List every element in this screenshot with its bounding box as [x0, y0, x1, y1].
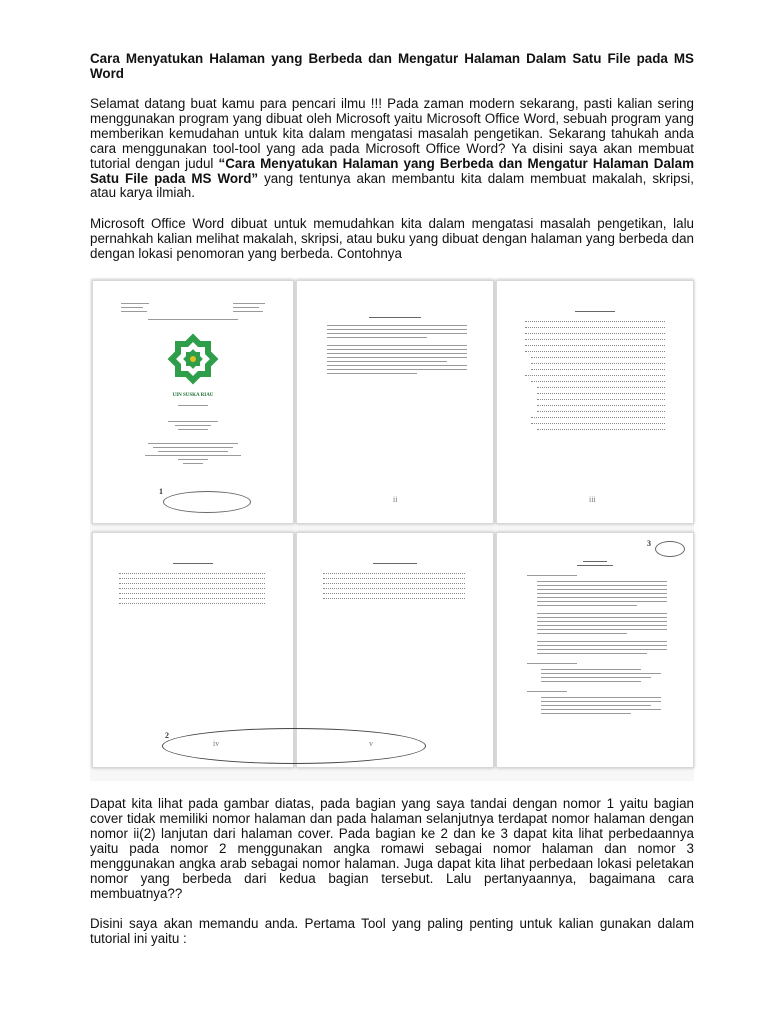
intro-bold-title: “Cara Menyatukan Halaman yang Berbeda dan Mengatur Halaman Dalam Satu File pada MS Word” [90, 155, 695, 186]
second-paragraph: Microsoft Office Word dibuat untuk memudahkan kita dalam mengatasi masalah pengetikan, lalu pernahkah kalian melihat makalah, skripsi, atau buku yang dibuat dengan halaman yang berbeda dan dengan lokasi penomoran yang berbeda. Contohnya [90, 216, 694, 262]
marker-3: 3 [647, 539, 651, 549]
page-number-iv: iv [213, 739, 220, 749]
document-page [90, 52, 694, 963]
university-logo-icon [165, 331, 221, 387]
chapter-number-ellipse [655, 541, 685, 557]
page-number-ii: ii [393, 495, 398, 505]
intro-paragraph [90, 97, 694, 201]
intro-text-end: yang tentunya akan membantu kita dalam membuat makalah, skripsi, atau karya ilmiah. [90, 170, 694, 201]
explanation-paragraph: Dapat kita lihat pada gambar diatas, pada bagian yang saya tandai dengan nomor 1 yaitu bagian cover tidak memiliki nomor halaman dan pada halaman selanjutnya terdapat nomor halaman dengan nomor ii(2) lanjutan dari halaman cover. Pada bagian ke 2 dan ke 3 dapat kita lihat perbedaannya yaitu pada nomor 2 menggunakan angka romawi sebagai nomor halaman dan nomor 3 menggunakan angka arab sebagai nomor halaman. Juga dapat kita lihat perbedaan lokasi peletakan nomor yang berbeda dari kedua bagian tersebut. Lalu pertanyaannya, bagaimana cara membuatnya?? [90, 796, 694, 901]
example-pages-figure [90, 278, 694, 781]
cover-page-thumbnail [92, 280, 294, 524]
logo-caption: UIN SUSKA RIAU [172, 393, 214, 399]
toc-page-thumbnail [496, 280, 694, 524]
marker-1: 1 [159, 487, 163, 497]
guide-paragraph: Disini saya akan memandu anda. Pertama Tool yang paling penting untuk kalian gunakan dalam tutorial ini yaitu : [90, 916, 694, 947]
page-number-iii: iii [589, 495, 596, 505]
chapter-one-page-thumbnail [496, 532, 694, 768]
marker-2: 2 [165, 731, 169, 741]
intro-text-start: Selamat datang buat kamu para pencari ilmu !!! Pada zaman modern sekarang, pasti kalian sering menggunakan program yang dibuat oleh Microsoft yaitu Microsoft Office Word, sebuah program yang memberikan kemudahan untuk kita dalam mengatasi masalah pengetikan. Sekarang tahukah anda cara menggunakan tool-tool yang ada pada Microsoft Office Word? Ya disini saya akan membuat tutorial dengan judul [90, 96, 694, 171]
page-number-v: v [369, 739, 373, 749]
roman-numeral-highlight-ellipse [162, 728, 426, 764]
page-title: Cara Menyatukan Halaman yang Berbeda dan Mengatur Halaman Dalam Satu File pada MS Word [90, 51, 694, 81]
cover-highlight-ellipse [163, 491, 251, 513]
foreword-page-thumbnail [296, 280, 494, 524]
